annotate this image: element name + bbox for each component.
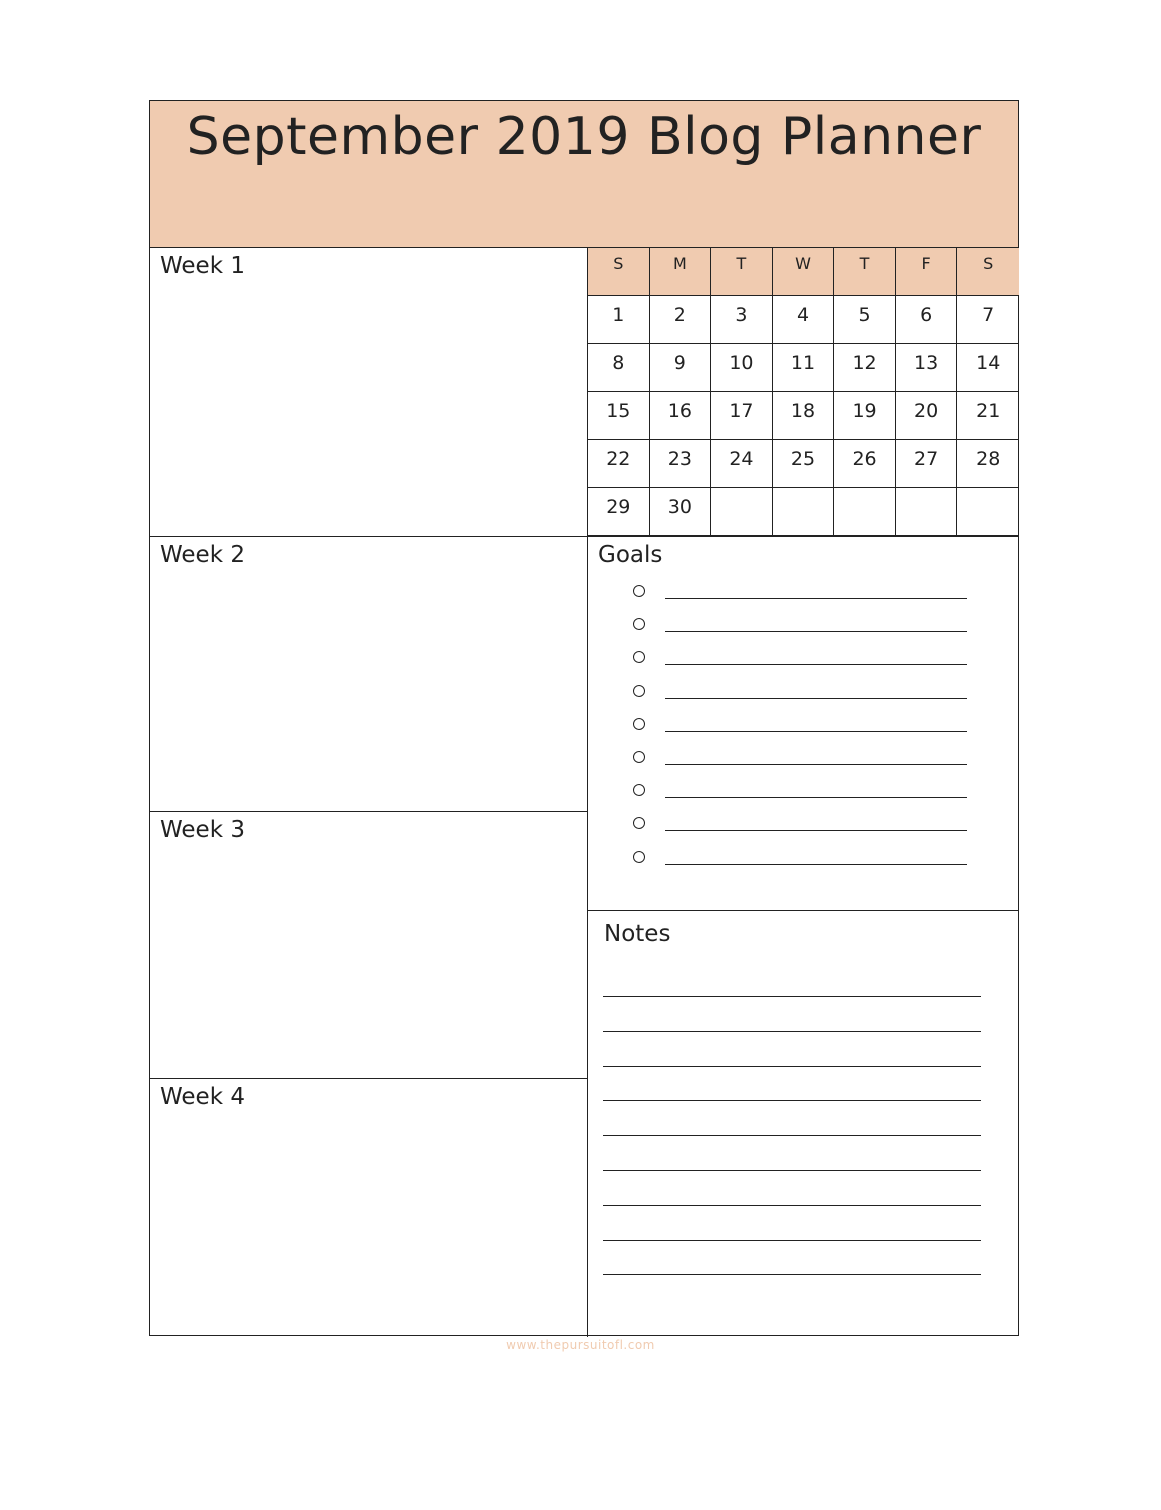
week-1-label: Week 1: [160, 253, 245, 279]
notes-label: Notes: [604, 921, 671, 947]
calendar-day-header: F: [896, 248, 958, 296]
goal-item: [633, 847, 973, 867]
planner-header: [150, 101, 1018, 248]
week-2-box: [150, 536, 588, 811]
circle-bullet-icon: [633, 817, 645, 829]
calendar-day-header: T: [711, 248, 773, 296]
calendar-date-cell: 15: [588, 392, 650, 440]
goals-section: [588, 536, 1019, 911]
notes-section: [588, 911, 1019, 1337]
circle-bullet-icon: [633, 618, 645, 630]
circle-bullet-icon: [633, 851, 645, 863]
circle-bullet-icon: [633, 718, 645, 730]
calendar-date-cell: 7: [957, 296, 1019, 344]
calendar-date-cell: 14: [957, 344, 1019, 392]
calendar-date-cell: 19: [834, 392, 896, 440]
calendar-date-cell: 6: [896, 296, 958, 344]
week-4-label: Week 4: [160, 1084, 245, 1110]
note-write-line: [603, 1205, 981, 1206]
calendar-date-cell: 16: [650, 392, 712, 440]
calendar-date-cell: 1: [588, 296, 650, 344]
goal-item: [633, 647, 973, 667]
calendar-date-cell: 24: [711, 440, 773, 488]
calendar-date-cell: 9: [650, 344, 712, 392]
goal-write-line: [665, 764, 967, 765]
goal-item: [633, 581, 973, 601]
goal-write-line: [665, 830, 967, 831]
calendar-date-cell: 10: [711, 344, 773, 392]
calendar-date-cell: 5: [834, 296, 896, 344]
calendar-date-cell: 28: [957, 440, 1019, 488]
calendar-day-header: S: [588, 248, 650, 296]
week-2-label: Week 2: [160, 542, 245, 568]
note-write-line: [603, 1135, 981, 1136]
calendar-date-cell: 11: [773, 344, 835, 392]
goal-write-line: [665, 664, 967, 665]
calendar-date-cell: 3: [711, 296, 773, 344]
calendar-date-cell: 29: [588, 488, 650, 536]
planner: [149, 100, 1019, 1336]
calendar-date-cell: [773, 488, 835, 536]
goal-item: [633, 780, 973, 800]
calendar-date-cell: 8: [588, 344, 650, 392]
calendar-date-cell: 21: [957, 392, 1019, 440]
goal-write-line: [665, 731, 967, 732]
circle-bullet-icon: [633, 685, 645, 697]
calendar-date-cell: 20: [896, 392, 958, 440]
note-write-line: [603, 1031, 981, 1032]
note-write-line: [603, 1170, 981, 1171]
calendar-date-cell: 12: [834, 344, 896, 392]
calendar-day-header: S: [957, 248, 1019, 296]
goal-item: [633, 714, 973, 734]
calendar-date-cell: 2: [650, 296, 712, 344]
goal-item: [633, 747, 973, 767]
goal-write-line: [665, 631, 967, 632]
goal-item: [633, 614, 973, 634]
calendar-date-cell: 18: [773, 392, 835, 440]
goal-write-line: [665, 797, 967, 798]
calendar-date-cell: 17: [711, 392, 773, 440]
calendar-date-cell: 25: [773, 440, 835, 488]
note-write-line: [603, 1240, 981, 1241]
note-write-line: [603, 1100, 981, 1101]
calendar-date-cell: 26: [834, 440, 896, 488]
calendar-date-cell: 27: [896, 440, 958, 488]
circle-bullet-icon: [633, 784, 645, 796]
week-4-box: [150, 1078, 588, 1337]
calendar-date-cell: 30: [650, 488, 712, 536]
goal-write-line: [665, 598, 967, 599]
note-write-line: [603, 1274, 981, 1275]
calendar-day-header: M: [650, 248, 712, 296]
week-3-label: Week 3: [160, 817, 245, 843]
goals-label: Goals: [598, 542, 663, 568]
mini-calendar: [588, 248, 1019, 536]
week-3-box: [150, 811, 588, 1078]
calendar-date-cell: 4: [773, 296, 835, 344]
note-write-line: [603, 1066, 981, 1067]
calendar-date-cell: [896, 488, 958, 536]
calendar-day-header: W: [773, 248, 835, 296]
calendar-day-header: T: [834, 248, 896, 296]
calendar-date-cell: [834, 488, 896, 536]
calendar-date-cell: 13: [896, 344, 958, 392]
calendar-date-cell: [957, 488, 1019, 536]
week-1-box: [150, 248, 588, 536]
circle-bullet-icon: [633, 651, 645, 663]
goal-write-line: [665, 698, 967, 699]
circle-bullet-icon: [633, 585, 645, 597]
note-write-line: [603, 996, 981, 997]
calendar-date-cell: 23: [650, 440, 712, 488]
calendar-date-cell: [711, 488, 773, 536]
circle-bullet-icon: [633, 751, 645, 763]
calendar-date-cell: 22: [588, 440, 650, 488]
page-title: September 2019 Blog Planner: [186, 107, 982, 167]
goal-item: [633, 681, 973, 701]
goal-item: [633, 813, 973, 833]
footer-url: www.thepursuitofl.com: [506, 1338, 655, 1352]
goal-write-line: [665, 864, 967, 865]
